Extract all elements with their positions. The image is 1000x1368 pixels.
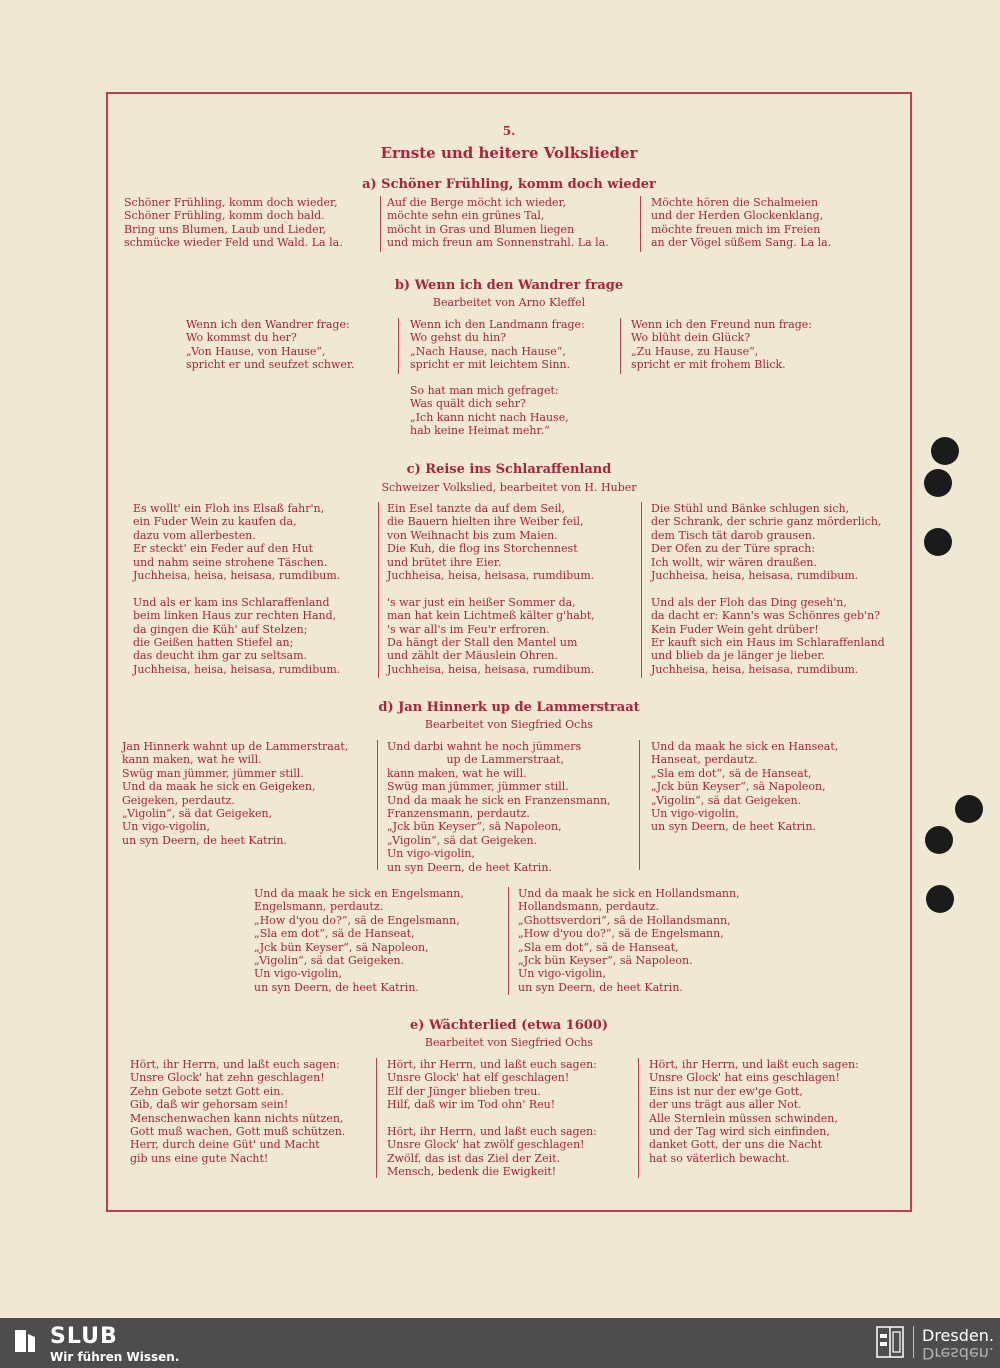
page-title: Ernste und heitere Volkslieder xyxy=(380,144,638,162)
song-d-verse-engelsmann: Und da maak he sick en Engelsmann, Engelsmann, perdautz. „How d'you do?“, sä de Engelsmann, „Sla em dot“, sä de Hanseat, „Jck bün Keyser“, sä Napoleon, „Vigolin“, sä dat Geigeken. Un vigo-vigolin, un syn Deern, de heet Katrin. xyxy=(254,887,464,994)
song-a-verse-2: Auf die Berge möcht ich wieder, möchte sehn ein grünes Tal, möcht in Gras und Blumen liegen und mich freun am Sonnenstrahl. La la. xyxy=(387,196,609,250)
song-c-col-1: Es wollt' ein Floh ins Elsaß fahr'n, ein Fuder Wein zu kaufen da, dazu vom allerbesten. Er steckt' ein Feder auf den Hut und nahm seine strohene Täschen. Juchheisa, heisa, heisasa, rumdibum. Und als er kam ins Schlaraffenland beim linken Haus zur rechten Hand, da gingen die Küh' auf Stelzen; die Geißen hatten Stiefel an; das deucht ihm gar zu seltsam. Juchheisa, heisa, heisasa, rumdibum. xyxy=(133,502,341,676)
punch-hole xyxy=(925,826,953,854)
song-e-col-2: Hört, ihr Herrn, und laßt euch sagen: Unsre Glock' hat elf geschlagen! Elf der Jünger blieben treu. Hilf, daß wir im Tod ohn' Reu! Hört, ihr Herrn, und laßt euch sagen: Unsre Glock' hat zwölf geschlagen! Zwölf, das ist das Ziel der Zeit. Mensch, bedenk die Ewigkeit! xyxy=(387,1058,597,1179)
slub-logo-text: SLUB xyxy=(50,1324,118,1349)
punch-hole xyxy=(924,528,952,556)
column-divider xyxy=(398,318,399,374)
dresden-emblem-icon xyxy=(876,1326,904,1358)
column-divider xyxy=(640,196,641,252)
song-e-col-3: Hört, ihr Herrn, und laßt euch sagen: Unsre Glock' hat eins geschlagen! Eins ist nur der ew'ge Gott, der uns trägt aus aller Not. Alle Sternlein müssen schwinden, und der Tag wird sich einfinden, danket Gott, der uns die Nacht hat so väterlich bewacht. xyxy=(649,1058,859,1165)
song-d-col-3: Und da maak he sick en Hanseat, Hanseat, perdautz. „Sla em dot“, sä de Hanseat, „Jck bün Keyser“, sä Napoleon, „Vigolin“, sä dat Geigeken. Un vigo-vigolin, un syn Deern, de heet Katrin. xyxy=(651,740,839,834)
song-b-verse-1: Wenn ich den Wandrer frage: Wo kommst du her? „Von Hause, von Hause“, spricht er und seufzet schwer. xyxy=(186,318,355,372)
column-divider xyxy=(641,502,642,678)
punch-hole xyxy=(955,795,983,823)
song-b-verse-3: Wenn ich den Freund nun frage: Wo blüht dein Glück? „Zu Hause, zu Hause“, spricht er mit frohem Blick. xyxy=(631,318,812,372)
column-divider xyxy=(378,502,379,678)
punch-hole xyxy=(931,437,959,465)
footer-bar xyxy=(0,1318,1000,1368)
song-d-verse-hollandsmann: Und da maak he sick en Hollandsmann, Hollandsmann, perdautz. „Ghottsverdori“, sä de Hollandsmann, „How d'you do?“, sä de Engelsmann, „Sla em dot“, sä de Hanseat, „Jck bün Keyser“, sä Napoleon. Un vigo-vigolin, un syn Deern, de heet Katrin. xyxy=(518,887,740,994)
song-b-verse-4: So hat man mich gefraget: Was quält dich sehr? „Ich kann nicht nach Hause, hab keine Heimat mehr.“ xyxy=(410,384,569,438)
dresden-logo-reflection: Dresden. xyxy=(922,1344,994,1363)
column-divider xyxy=(620,318,621,374)
column-divider xyxy=(508,887,509,995)
song-c-title: c) Reise ins Schlaraffenland xyxy=(406,462,612,477)
song-a-title: a) Schöner Frühling, komm doch wieder xyxy=(362,177,656,192)
song-a-verse-1: Schöner Frühling, komm doch wieder, Schöner Frühling, komm doch bald. Bring uns Blumen, Laub und Lieder, schmücke wieder Feld und Wald. La la. xyxy=(124,196,343,250)
footer-divider xyxy=(913,1326,914,1358)
song-c-col-2: Ein Esel tanzte da auf dem Seil, die Bauern hielten ihre Weiber feil, von Weihnacht bis zum Maien. Die Kuh, die flog ins Storchennest und brütet ihre Eier. Juchheisa, heisa, heisasa, rumdibum. 's war just ein heißer Sommer da, man hat kein Lichtmeß kälter g'habt, 's war all's im Feu'r erfroren. Da hängt der Stall den Mantel um und zählt der Mäuslein Ohren. Juchheisa, heisa, heisasa, rumdibum. xyxy=(387,502,595,676)
column-divider xyxy=(380,196,381,252)
page-number: 5. xyxy=(502,124,516,138)
song-b-verse-2: Wenn ich den Landmann frage: Wo gehst du hin? „Nach Hause, nach Hause“, spricht er mit leichtem Sinn. xyxy=(410,318,585,372)
punch-hole xyxy=(926,885,954,913)
song-b-arranger: Bearbeitet von Arno Kleffel xyxy=(432,296,586,309)
song-d-col-1: Jan Hinnerk wahnt up de Lammerstraat, kann maken, wat he will. Swüg man jümmer, jümmer still. Und da maak he sick en Geigeken, Geigeken, perdautz. „Vigolin“, sä dat Geigeken, Un vigo-vigolin, un syn Deern, de heet Katrin. xyxy=(122,740,349,847)
column-divider xyxy=(377,740,378,870)
slub-tagline: Wir führen Wissen. xyxy=(50,1350,180,1364)
song-b-title: b) Wenn ich den Wandrer frage xyxy=(394,278,624,293)
song-e-title: e) Wächterlied (etwa 1600) xyxy=(410,1018,608,1033)
punch-hole xyxy=(924,469,952,497)
column-divider xyxy=(376,1058,377,1178)
slub-logo-icon xyxy=(12,1328,38,1354)
song-d-col-2: Und darbi wahnt he noch jümmers up de Lammerstraat, kann maken, wat he will. Swüg man jümmer, jümmer still. Und da maak he sick en Franzensmann, Franzensmann, perdautz. „Jck bün Keyser“, sä Napoleon, „Vigolin“, sä dat Geigeken. Un vigo-vigolin, un syn Deern, de heet Katrin. xyxy=(387,740,611,874)
song-a-verse-3: Möchte hören die Schalmeien und der Herden Glockenklang, möchte freuen mich im Freien an der Vögel süßem Sang. La la. xyxy=(651,196,832,250)
song-c-arranger: Schweizer Volkslied, bearbeitet von H. Huber xyxy=(381,481,637,494)
column-divider xyxy=(639,740,640,870)
song-e-col-1: Hört, ihr Herrn, und laßt euch sagen: Unsre Glock' hat zehn geschlagen! Zehn Gebote setzt Gott ein. Gib, daß wir gehorsam sein! Menschenwachen kann nichts nützen, Gott muß wachen, Gott muß schützen. Herr, durch deine Güt' und Macht gib uns eine gute Nacht! xyxy=(130,1058,346,1165)
song-d-title: d) Jan Hinnerk up de Lammerstraat xyxy=(378,700,640,715)
column-divider xyxy=(638,1058,639,1178)
song-e-arranger: Bearbeitet von Siegfried Ochs xyxy=(424,1036,594,1049)
dresden-logo-text: Dresden. xyxy=(922,1326,994,1345)
song-c-col-3: Die Stühl und Bänke schlugen sich, der Schrank, der schrie ganz mörderlich, dem Tisch tät darob grausen. Der Ofen zu der Türe sprach: Ich wollt, wir wären draußen. Juchheisa, heisa, heisasa, rumdibum. Und als der Floh das Ding geseh'n, da dacht er: Kann's was Schönres geb'n? Kein Fuder Wein geht drüber! Er kauft sich ein Haus im Schlaraffenland und blieb da je länger je lieber. Juchheisa, heisa, heisasa, rumdibum. xyxy=(651,502,885,676)
song-d-arranger: Bearbeitet von Siegfried Ochs xyxy=(424,718,594,731)
